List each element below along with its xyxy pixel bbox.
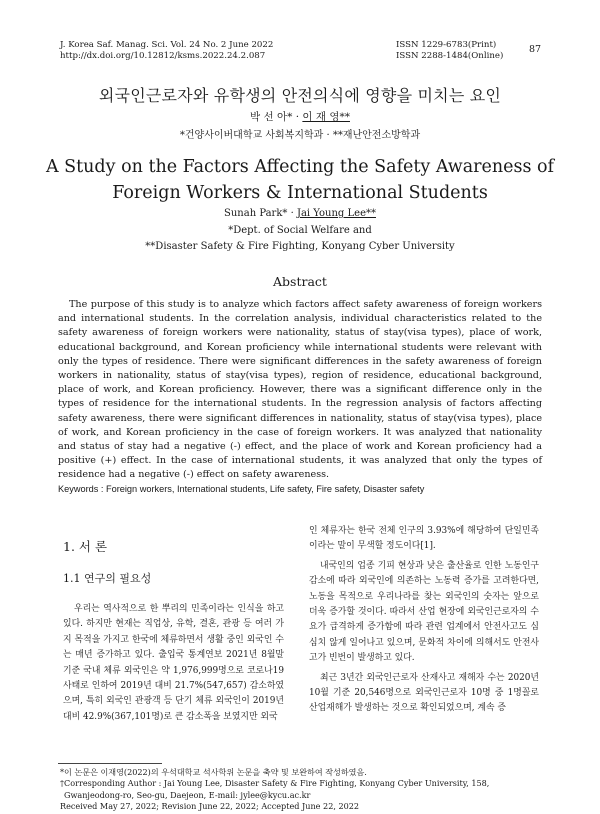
issn-block [396, 40, 503, 62]
keywords: Keywords : Foreign workers, International students, Life safety, Fire safety, Disaster safety [58, 484, 425, 494]
journal-citation: J. Korea Saf. Manag. Sci. Vol. 24 No. 2 June 2022 [60, 40, 274, 50]
right-column [309, 524, 539, 721]
abstract-heading: Abstract [273, 274, 327, 289]
korean-affiliation: *건양사이버대학교 사회복지학과 · **재난안전소방학과 [179, 130, 421, 141]
footnote-corresponding-author: †Corresponding Author : Jai Young Lee, Disaster Safety & Fire Fighting, Konyang Cyber University, 158, Gwanjeodong-ro, Seo-gu, Daejeon, E-mail: jylee@kycu.ac.kr [60, 778, 490, 800]
author-separator: · [292, 111, 303, 123]
page-number: 87 [529, 44, 542, 55]
english-affiliation-2: **Disaster Safety & Fire Fighting, Konyang Cyber University [145, 241, 455, 252]
english-title [0, 154, 600, 206]
left-column-paragraph: 우리는 역사적으로 한 뿌리의 민족이라는 인식을 하고 있다. 하지만 현재는 직업상, 유학, 결혼, 관광 등 여러 가지 목적을 가지고 한국에 체류하면서 생활 중인 외국인 수는 매년 증가하고 있다. 출입국 통계연보 2021년 8월말 기준 국내 체류 외국인은 약 1,976,999명으로 코로나19 사태로 인하여 2019년 대비 21.7%(547,657) 감소하였으며, 특히 외국인 관광객 등 단기 체류 외국인이 2019년 대비 42.9%(367,101명)로 큰 감소폭을 보였지만 외국 [63, 604, 284, 722]
section-heading-introduction: 1. 서 론 [63, 539, 108, 554]
abstract-body: The purpose of this study is to analyze which factors affect safety awareness of foreign workers and international students. In the correlation analysis, individual characteristics related to the safety awareness of foreign workers were nationality, status of stay(visa types), place of work, educational background, and Korean proficiency while international students were relevant with only the types of residence. There were significant differences in the safety awareness of foreign workers in nationality, status of stay(visa types), region of residence, educational background, place of work, and Korean proficiency. However, there was a significant difference only in the types of residence for the international students. In the regression analysis of factors affecting safety awareness, there were significant differences in nationality, status of stay(visa types), place of work, and Korean proficiency in the case of foreign workers. It was analyzed that nationality and status of stay had a negative (-) effect, and the place of work and Korean proficiency had a positive (+) effect. In the case of international students, it was analyzed that only the types of residence had a negative (-) effect on safety awareness. [58, 299, 542, 481]
korean-title: 외국인근로자와 유학생의 안전의식에 영향을 미치는 요인 [98, 86, 502, 105]
korean-authors [0, 109, 600, 124]
english-author-2: Jai Young Lee** [296, 208, 376, 219]
subsection-heading-necessity: 1.1 연구의 필요성 [63, 572, 152, 585]
footnote-divider [58, 763, 162, 764]
issn-online: ISSN 2288-1484(Online) [396, 51, 504, 61]
english-title-line-1: A Study on the Factors Affecting the Safety Awareness of [45, 157, 555, 177]
received-dates: Received May 27, 2022; Revision June 22, 2022; Accepted June 22, 2022 [60, 801, 360, 812]
right-paragraph-3: 최근 3년간 외국인근로자 산재사고 재해자 수는 2020년 10월 기준 20,546명으로 외국인근로자 10명 중 1명꼴로 산업재해가 발생하는 것으로 확인되었으며, 계속 증 [309, 672, 539, 714]
english-authors [0, 208, 600, 219]
right-paragraph-2: 내국인의 업종 기피 현상과 낮은 출산율로 인한 노동인구 감소에 따라 외국인에 의존하는 노동력 증가를 고려한다면, 노동을 목적으로 우리나라를 찾는 외국인의 숫자는 앞으로 더욱 증가할 것이다. 따라서 산업 현장에 외국인근로자의 수요가 급격하게 증가함에 따라 관련 업계에서 안전사고도 심심치 않게 일어나고 있으며, 문화적 차이에 의해서도 안전사고가 빈번이 발생하고 있다. [309, 560, 539, 664]
korean-author-1: 박 선 아* [250, 111, 293, 123]
english-title-line-2: Foreign Workers & International Students [112, 183, 488, 203]
english-author-1: Sunah Park* [224, 208, 288, 219]
author-separator: · [287, 208, 297, 219]
issn-print: ISSN 1229-6783(Print) [396, 40, 497, 50]
english-affiliation-1: *Dept. of Social Welfare and [228, 225, 372, 236]
korean-author-2: 이 재 영** [302, 111, 350, 123]
doi-link[interactable]: http://dx.doi.org/10.12812/ksms.2022.24.2.087 [60, 51, 266, 61]
footnote-thesis: *이 논문은 이재영(2022)의 우석대학교 석사학위 논문을 축약 및 보완하여 작성하였음. [60, 767, 367, 777]
footnotes [60, 767, 544, 813]
right-paragraph-1: 인 체류자는 한국 전체 인구의 3.93%에 해당하여 단일민족이라는 말이 무색할 정도이다[1]. [309, 526, 539, 552]
journal-header [60, 40, 273, 62]
